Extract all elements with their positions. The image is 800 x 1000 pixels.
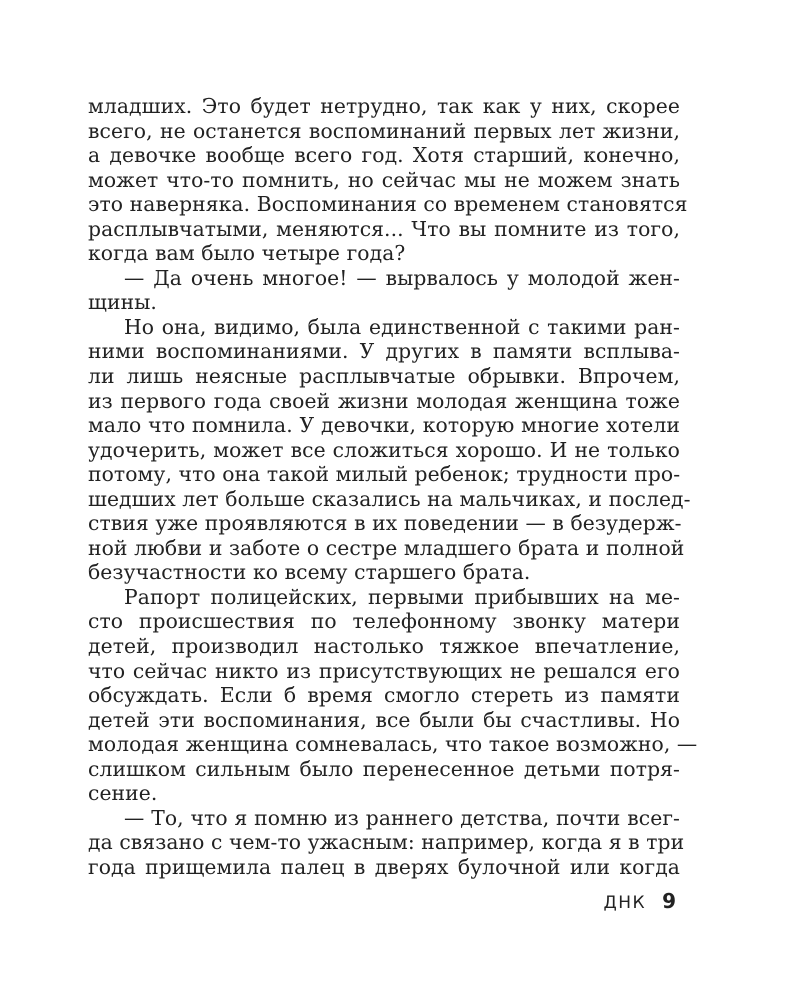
text-line: может что-то помнить, но сейчас мы не можем знать [88, 167, 680, 192]
text-line: молодая женщина сомневалась, что такое возможно, — [88, 732, 698, 757]
text-line: ствия уже проявляются в их поведении — в безудерж- [88, 511, 682, 536]
running-head: ДНК [603, 893, 647, 913]
text-line: из первого года своей жизни молодая женщина тоже [88, 388, 680, 413]
text-line: потому, что она такой милый ребенок; трудности про- [88, 462, 681, 487]
text-line: Но она, видимо, была единственной с такими ран- [124, 314, 680, 339]
page-number: 9 [662, 889, 676, 913]
book-page [88, 0, 698, 1000]
text-line: ними воспоминаниями. У других в памяти всплыва- [88, 339, 680, 364]
text-line: расплывчатыми, меняются... Что вы помните из того, [88, 216, 680, 241]
text-line: да связано с чем-то ужасным: например, когда я в три [88, 830, 685, 855]
text-line: это наверняка. Воспоминания со временем становятся [88, 192, 688, 217]
text-line: удочерить, может все сложиться хорошо. И не только [88, 437, 680, 462]
text-line: всего, не останется воспоминаний первых лет жизни, [88, 118, 680, 143]
text-line: обсуждать. Если б время смогло стереть из памяти [88, 683, 680, 708]
text-line: слишком сильным было перенесенное детьми потря- [88, 756, 680, 781]
body-text [88, 94, 698, 880]
text-line: безучастности ко всему старшего брата. [88, 560, 531, 585]
text-line: — То, что я помню из раннего детства, почти всег- [124, 805, 680, 830]
text-line: а девочке вообще всего год. Хотя старший, конечно, [88, 143, 680, 168]
text-line: года прищемила палец в дверях булочной или когда [88, 854, 680, 879]
page-footer [603, 889, 676, 913]
text-line: сение. [88, 781, 158, 806]
text-line: Рапорт полицейских, первыми прибывших на ме- [124, 584, 680, 609]
text-line: детей эти воспоминания, все были бы счастливы. Но [88, 707, 680, 732]
text-line: младших. Это будет нетрудно, так как у них, скорее [88, 94, 680, 118]
text-line: ной любви и заботе о сестре младшего брата и полной [88, 535, 685, 560]
text-line: — Да очень многое! — вырвалось у молодой жен- [124, 265, 680, 290]
text-line: детей, производил настолько тяжкое впечатление, [88, 634, 680, 659]
text-line: ли лишь неясные расплывчатые обрывки. Впрочем, [88, 364, 680, 389]
text-line: что сейчас никто из присутствующих не решался его [88, 658, 680, 683]
text-line: когда вам было четыре года? [88, 241, 406, 266]
text-line: щины. [88, 290, 157, 315]
text-line: мало что помнила. У девочки, которую многие хотели [88, 413, 680, 438]
text-line: сто происшествия по телефонному звонку матери [88, 609, 680, 634]
text-line: шедших лет больше сказались на мальчиках, и послед- [88, 486, 691, 511]
